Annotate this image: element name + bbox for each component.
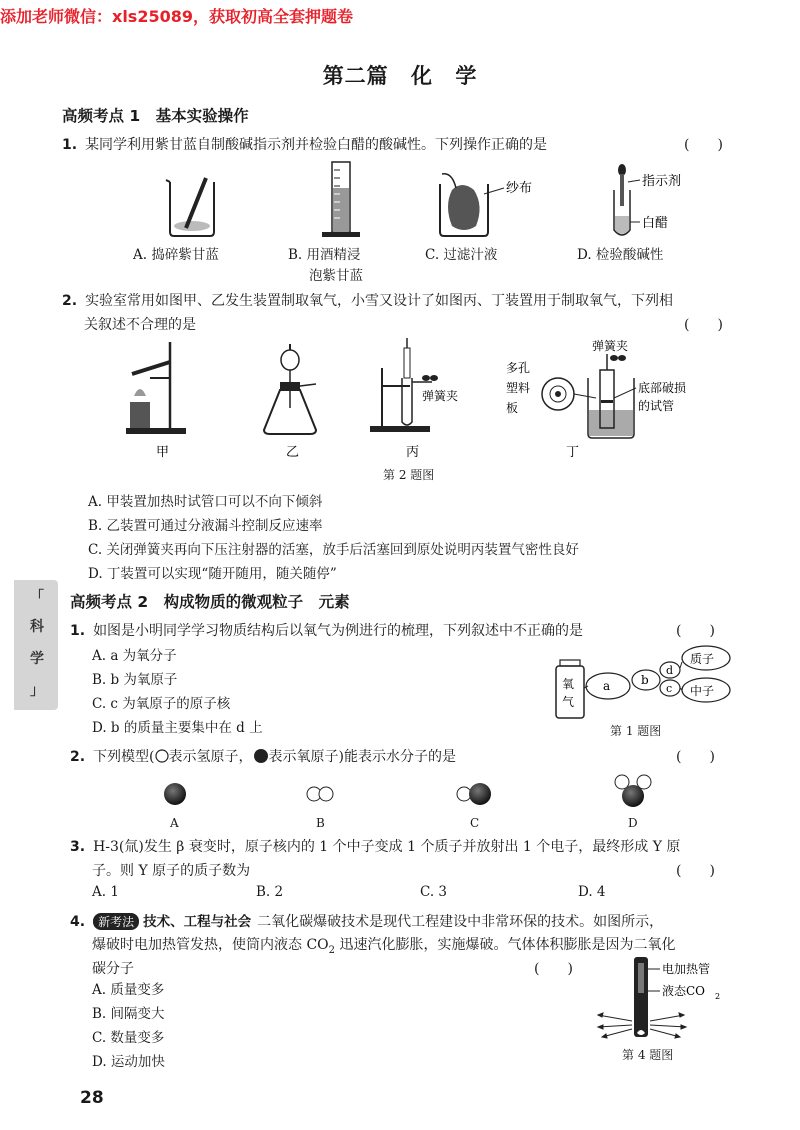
question-stem: H-3(氚)发生 β 衰变时，原子核内的 1 个中子变成 1 个质子并放射出 1 个电子，最终形成 Y 原 xyxy=(93,839,681,855)
graduated-cylinder-figure xyxy=(322,162,360,237)
question-number: 4. xyxy=(70,914,86,930)
co2-blasting-tube-figure xyxy=(590,955,740,1045)
question-number: 1. xyxy=(62,137,78,153)
question-number: 2. xyxy=(62,293,78,309)
answer-blank: ( ) xyxy=(676,863,715,879)
option-c: C. c 为氧原子的原子核 xyxy=(92,696,231,712)
figure-caption: 第 1 题图 xyxy=(610,724,662,738)
label-yi: 乙 xyxy=(286,445,300,460)
q1-apparatus-figure xyxy=(140,160,730,240)
option-d: D. 检验酸碱性 xyxy=(577,247,664,263)
question-stem: 表示氢原子， xyxy=(168,749,253,765)
question-stem: 二氧化碳爆破技术是现代工程建设中非常环保的技术。如图所示， xyxy=(257,914,664,930)
question-text xyxy=(70,910,663,931)
node-a: a xyxy=(603,679,611,693)
option-a: A. a 为氧分子 xyxy=(92,648,177,664)
question-text xyxy=(70,836,680,856)
option-a: A. 捣碎紫甘蓝 xyxy=(133,247,219,263)
clamp-label: 弹簧夹 xyxy=(422,389,459,403)
question-number: 3. xyxy=(70,839,86,855)
gauze-label: 纱布 xyxy=(506,181,533,196)
model-a xyxy=(164,783,186,805)
option-a: A. 1 xyxy=(92,884,119,900)
option-b: B. b 为氧原子 xyxy=(92,672,178,688)
water-molecule-models xyxy=(140,770,660,814)
node-d: d xyxy=(666,664,674,677)
porous-plate-label: 板 xyxy=(506,401,519,415)
apparatus-ding xyxy=(506,338,686,438)
beaker-pestle-figure xyxy=(166,178,214,236)
side-tab-char: 学 xyxy=(30,651,44,667)
page-title xyxy=(0,60,800,90)
question-number: 2. xyxy=(70,749,86,765)
page-title-part: 第二篇 xyxy=(322,64,389,88)
side-tab-bracket: 」 xyxy=(30,683,44,699)
apparatus-yi xyxy=(264,344,316,434)
stem-part: 迅速汽化膨胀，实施爆破。气体体积膨胀是因为二氧化 xyxy=(335,937,676,953)
option-d: D. 丁装置可以实现“随开随用，随关随停” xyxy=(88,566,337,582)
liquid-co2-label: 液态CO xyxy=(662,984,706,998)
oxygen-jar-label: 氧 xyxy=(562,677,575,691)
q2-apparatus-figure xyxy=(120,338,687,468)
question-stem-continued: 关叙述不合理的是 xyxy=(84,317,196,333)
question-stem: 实验室常用如图甲、乙发生装置制取氧气，小雪又设计了如图丙、丁装置用于制取氧气，下列相 xyxy=(85,293,674,309)
side-tab-char: 科 xyxy=(30,619,44,635)
question-stem: 如图是小明同学学习物质结构后以氧气为例进行的梳理，下列叙述中不正确的是 xyxy=(93,623,584,639)
node-b: b xyxy=(641,673,649,687)
page-number: 28 xyxy=(80,1088,104,1108)
question-text xyxy=(70,746,456,766)
proton-label: 质子 xyxy=(690,652,715,666)
clamp-label: 弹簧夹 xyxy=(592,339,629,353)
option-c: C. 数量变多 xyxy=(92,1030,165,1046)
apparatus-bing xyxy=(370,338,458,432)
answer-blank: ( ) xyxy=(676,623,715,639)
question-stem-continued: 碳分子 xyxy=(92,961,134,977)
section-heading: 高频考点 2 构成物质的微观粒子 元素 xyxy=(70,593,350,611)
question-text xyxy=(62,134,547,154)
question-stem-continued: 子。则 Y 原子的质子数为 xyxy=(92,863,251,879)
hydrogen-atom-icon xyxy=(155,749,169,763)
model-b xyxy=(307,787,333,801)
option-a: A. 甲装置加热时试管口可以不向下倾斜 xyxy=(88,494,323,510)
figure-caption: 第 2 题图 xyxy=(383,468,435,482)
option-a: A. 质量变多 xyxy=(92,982,165,998)
vinegar-label: 白醋 xyxy=(642,216,669,231)
subscript: 2 xyxy=(328,944,336,956)
porous-plate-label: 塑料 xyxy=(506,381,531,395)
figure-caption: 第 4 题图 xyxy=(622,1048,674,1062)
answer-blank: ( ) xyxy=(534,961,573,977)
neutron-label: 中子 xyxy=(690,684,715,698)
dropper-testtube-figure xyxy=(614,164,681,235)
option-c: C xyxy=(470,816,480,830)
option-d: D xyxy=(628,816,638,830)
promo-banner: 添加老师微信：xls25089，获取初高全套押题卷 xyxy=(0,7,353,26)
question-text xyxy=(70,620,583,640)
option-b: B. 间隔变大 xyxy=(92,1006,165,1022)
oxygen-jar-label: 气 xyxy=(562,695,575,709)
subject-side-tab xyxy=(14,580,58,710)
option-b: B. 2 xyxy=(256,884,284,900)
page-title-part: 化 xyxy=(411,64,433,88)
porous-plate-label: 多孔 xyxy=(506,361,531,375)
option-c: C. 关闭弹簧夹再向下压注射器的活塞，放手后活塞回到原处说明丙装置气密性良好 xyxy=(88,542,579,558)
topic-tag: 技术、工程与社会 xyxy=(143,914,252,930)
question-text xyxy=(62,290,673,310)
option-c: C. 3 xyxy=(420,884,448,900)
oxygen-structure-diagram xyxy=(548,640,738,722)
label-ding: 丁 xyxy=(566,445,580,460)
label-jia: 甲 xyxy=(156,445,170,460)
stem-part: 爆破时电加热管发热，使筒内液态 CO xyxy=(92,937,329,953)
new-method-badge: 新考法 xyxy=(93,913,139,930)
gauze-filter-figure xyxy=(440,174,532,236)
option-b: B. 用酒精浸 xyxy=(288,247,361,263)
label-bing: 丙 xyxy=(406,445,420,460)
oxygen-atom-icon xyxy=(253,748,269,764)
broken-tube-label: 底部破损 xyxy=(638,381,687,395)
answer-blank: ( ) xyxy=(676,749,715,765)
question-stem: 下列模型( xyxy=(93,749,155,765)
answer-blank: ( ) xyxy=(684,317,723,333)
answer-blank: ( ) xyxy=(684,137,723,153)
question-stem: 某同学利用紫甘蓝自制酸碱指示剂并检验白醋的酸碱性。下列操作正确的是 xyxy=(85,137,548,153)
model-d xyxy=(615,775,651,807)
question-number: 1. xyxy=(70,623,86,639)
model-c xyxy=(457,783,491,805)
option-d: D. 运动加快 xyxy=(92,1054,165,1070)
option-a: A xyxy=(170,816,179,830)
section-heading: 高频考点 1 基本实验操作 xyxy=(62,107,249,125)
question-stem: 表示氧原子)能表示水分子的是 xyxy=(268,749,456,765)
broken-tube-label: 的试管 xyxy=(638,399,675,413)
page-title-part: 学 xyxy=(455,64,478,88)
side-tab-bracket: 「 xyxy=(30,589,44,605)
option-b: B. 乙装置可通过分液漏斗控制反应速率 xyxy=(88,518,323,534)
option-b-continued: 泡紫甘蓝 xyxy=(309,268,363,284)
option-d: D. b 的质量主要集中在 d 上 xyxy=(92,720,263,736)
node-c: c xyxy=(666,682,673,695)
apparatus-jia xyxy=(126,342,186,434)
option-c: C. 过滤汁液 xyxy=(425,247,498,263)
option-b: B xyxy=(316,816,325,830)
option-d: D. 4 xyxy=(578,884,606,900)
heater-label: 电加热管 xyxy=(662,962,711,976)
subscript: 2 xyxy=(715,992,721,1001)
question-stem-continued xyxy=(92,934,675,956)
indicator-label: 指示剂 xyxy=(642,174,682,189)
